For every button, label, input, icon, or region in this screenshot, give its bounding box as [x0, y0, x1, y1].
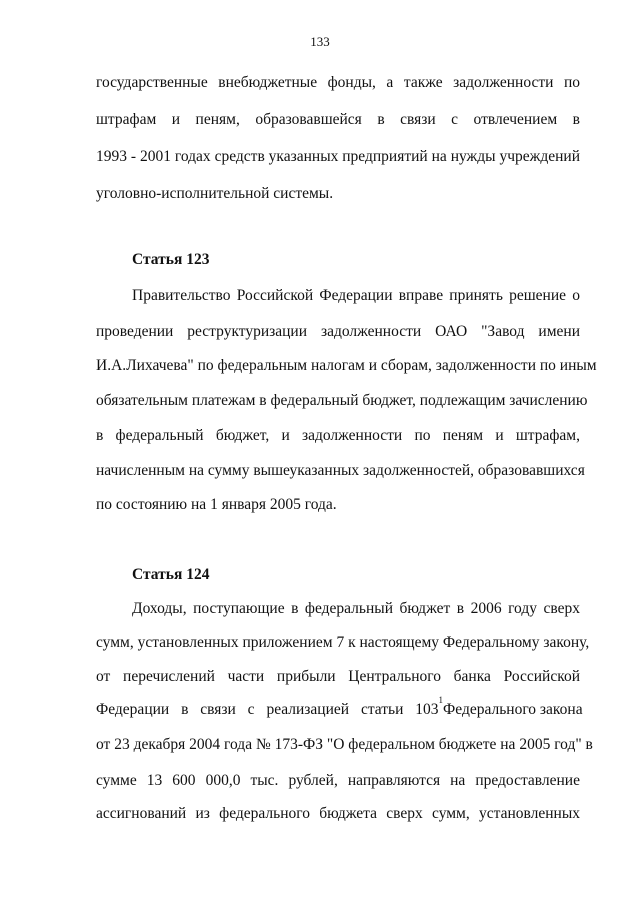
page-number: 133 — [310, 34, 330, 49]
paragraph-line: государственные внебюджетные фонды, а также задолженности по — [96, 74, 580, 91]
paragraph-line: проведении реструктуризации задолженности ОАО "Завод имени — [96, 323, 580, 340]
paragraph-line: 1993 - 2001 годах средств указанных предприятий на нужды учреждений — [96, 148, 580, 165]
footnote-marker: 1 — [438, 695, 444, 705]
paragraph-line: И.А.Лихачева" по федеральным налогам и сборам, задолженности по иным — [96, 357, 597, 374]
line-segment: Федерации в связи с реализацией статьи 103 — [96, 701, 439, 718]
paragraph-line: обязательным платежам в федеральный бюджет, подлежащим зачислению — [96, 392, 588, 409]
paragraph-line: ассигнований из федерального бюджета сверх сумм, установленных — [96, 805, 580, 822]
paragraph-line: по состоянию на 1 января 2005 года. — [96, 496, 337, 513]
paragraph-line: от 23 декабря 2004 года № 173-ФЗ "О федеральном бюджете на 2005 год" в — [96, 736, 593, 753]
paragraph-line: сумм, установленных приложением 7 к настоящему Федеральному закону, — [96, 634, 590, 651]
paragraph-line: Правительство Российской Федерации вправе принять решение о — [132, 287, 580, 304]
paragraph-line: от перечислений части прибыли Центрального банка Российской — [96, 668, 580, 685]
paragraph-line: в федеральный бюджет, и задолженности по пеням и штрафам, — [96, 427, 580, 444]
paragraph-line-with-footnote — [96, 695, 583, 720]
paragraph-line: уголовно-исполнительной системы. — [96, 185, 334, 202]
paragraph-line: штрафам и пеням, образовавшейся в связи с отвлечением в — [96, 111, 580, 128]
article-123-heading: Статья 123 — [132, 251, 210, 268]
paragraph-line: Доходы, поступающие в федеральный бюджет в 2006 году сверх — [132, 600, 580, 617]
article-124-heading: Статья 124 — [132, 566, 210, 583]
paragraph-line: начисленным на сумму вышеуказанных задолженностей, образовавшихся — [96, 462, 585, 479]
paragraph-line: сумме 13 600 000,0 тыс. рублей, направляются на предоставление — [96, 772, 580, 789]
line-segment: Федерального закона — [443, 701, 583, 718]
